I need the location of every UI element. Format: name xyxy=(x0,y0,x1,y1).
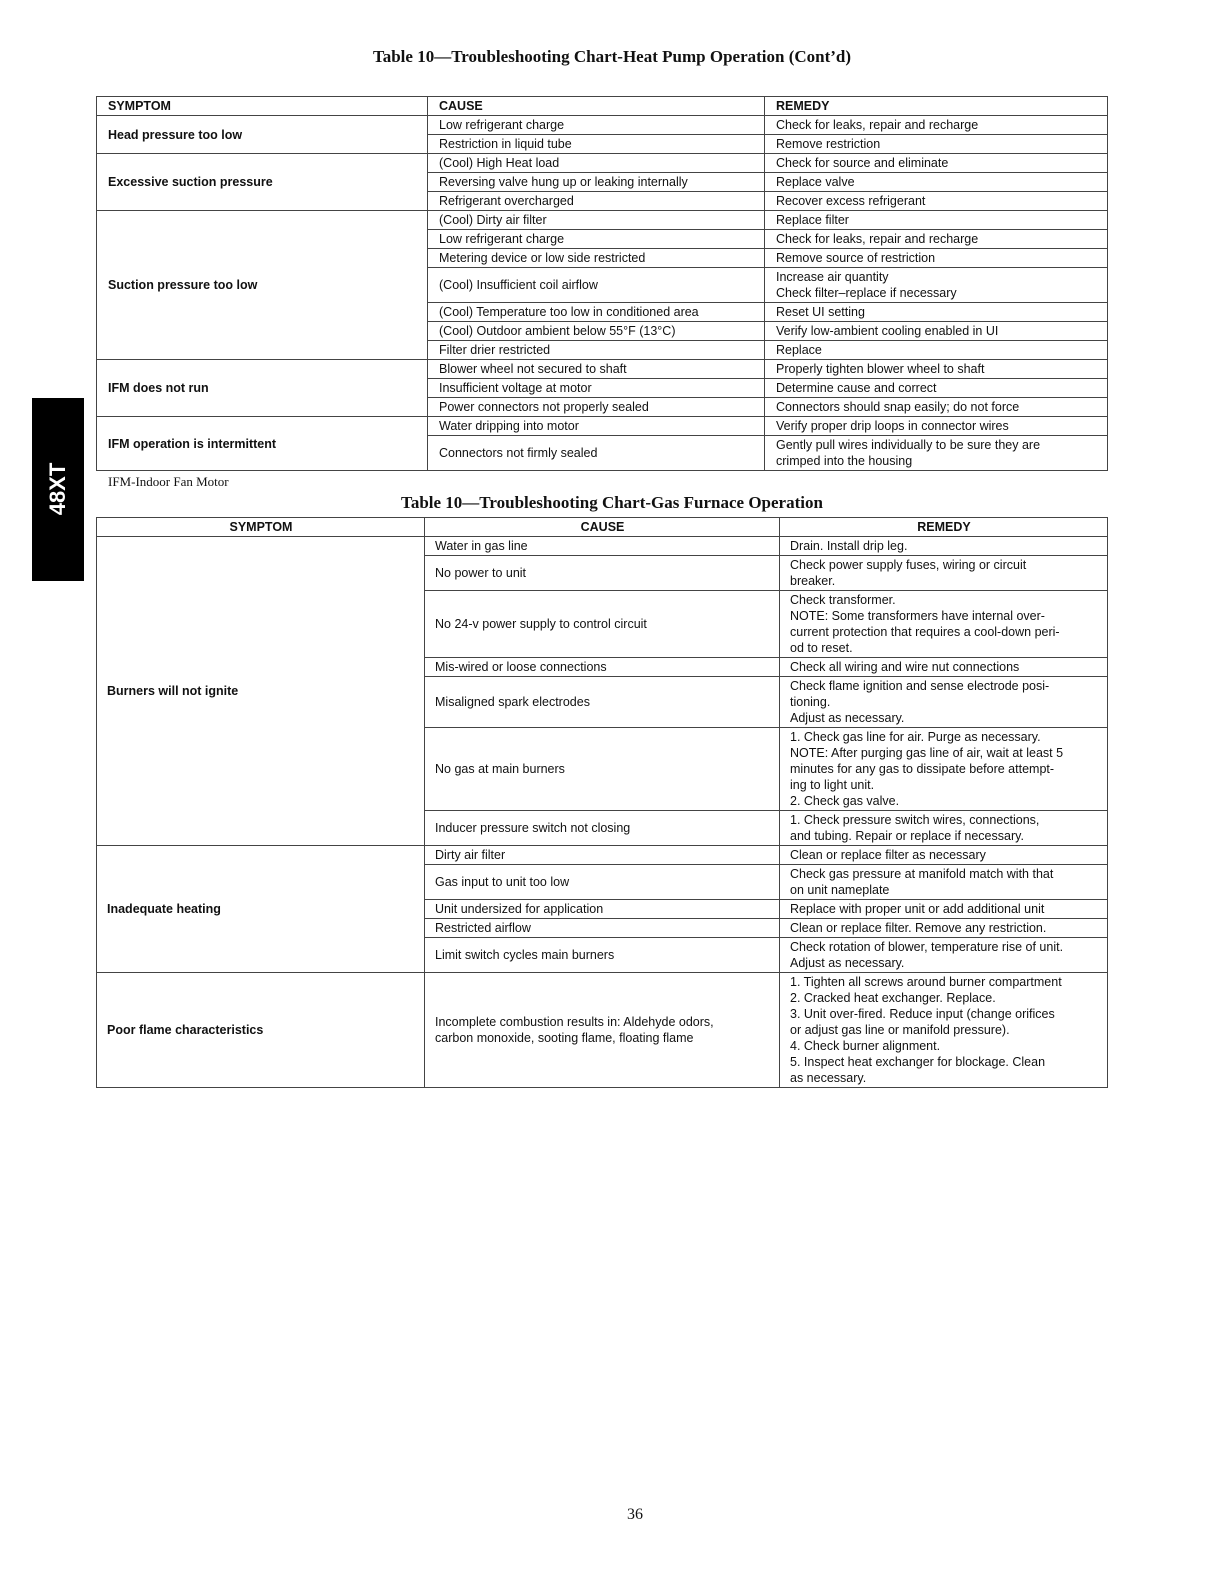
gas-furnace-troubleshooting-table xyxy=(96,517,1108,1088)
table2-title: Table 10—Troubleshooting Chart-Gas Furnace Operation xyxy=(401,493,823,512)
symptom-cell: Excessive suction pressure xyxy=(97,154,428,211)
cause-cell: Water in gas line xyxy=(425,537,780,556)
cause-cell: Gas input to unit too low xyxy=(425,865,780,900)
cause-cell: Incomplete combustion results in: Aldehyde odors, carbon monoxide, sooting flame, floating flame xyxy=(425,973,780,1088)
page-number: 36 xyxy=(627,1506,643,1523)
remedy-cell: Check rotation of blower, temperature rise of unit. Adjust as necessary. xyxy=(780,938,1108,973)
symptom-cell: Burners will not ignite xyxy=(97,537,425,846)
remedy-cell: Check gas pressure at manifold match with that on unit nameplate xyxy=(780,865,1108,900)
remedy-cell: Check for leaks, repair and recharge xyxy=(765,230,1108,249)
header-remedy: REMEDY xyxy=(780,518,1108,537)
remedy-cell: Verify proper drip loops in connector wires xyxy=(765,417,1108,436)
remedy-cell: Check for source and eliminate xyxy=(765,154,1108,173)
cause-cell: Reversing valve hung up or leaking internally xyxy=(428,173,765,192)
heat-pump-troubleshooting-table xyxy=(96,96,1108,471)
cause-cell: (Cool) High Heat load xyxy=(428,154,765,173)
cause-cell: Restriction in liquid tube xyxy=(428,135,765,154)
remedy-cell: Determine cause and correct xyxy=(765,379,1108,398)
remedy-cell: 1. Check gas line for air. Purge as necessary. NOTE: After purging gas line of air, wait at least 5 minutes for any gas to dissipate before attempt- ing to light unit. 2. Check gas valve. xyxy=(780,728,1108,811)
header-symptom: SYMPTOM xyxy=(97,97,428,116)
cause-cell: No 24-v power supply to control circuit xyxy=(425,591,780,658)
cause-cell: No gas at main burners xyxy=(425,728,780,811)
cause-cell: Low refrigerant charge xyxy=(428,116,765,135)
remedy-cell: Replace filter xyxy=(765,211,1108,230)
table1-title: Table 10—Troubleshooting Chart-Heat Pump Operation (Cont’d) xyxy=(372,47,852,66)
remedy-cell: Properly tighten blower wheel to shaft xyxy=(765,360,1108,379)
table-row xyxy=(97,846,1108,865)
remedy-cell: 1. Check pressure switch wires, connections, and tubing. Repair or replace if necessary. xyxy=(780,811,1108,846)
remedy-cell: Check all wiring and wire nut connections xyxy=(780,658,1108,677)
table-header-row xyxy=(97,518,1108,537)
cause-cell: Insufficient voltage at motor xyxy=(428,379,765,398)
cause-cell: Unit undersized for application xyxy=(425,900,780,919)
cause-cell: Metering device or low side restricted xyxy=(428,249,765,268)
remedy-cell: Recover excess refrigerant xyxy=(765,192,1108,211)
table-row xyxy=(97,360,1108,379)
remedy-cell: Clean or replace filter as necessary xyxy=(780,846,1108,865)
remedy-cell: Remove restriction xyxy=(765,135,1108,154)
cause-cell: Power connectors not properly sealed xyxy=(428,398,765,417)
cause-cell: Water dripping into motor xyxy=(428,417,765,436)
remedy-cell: Drain. Install drip leg. xyxy=(780,537,1108,556)
table-row xyxy=(97,211,1108,230)
remedy-cell: Remove source of restriction xyxy=(765,249,1108,268)
cause-cell: Misaligned spark electrodes xyxy=(425,677,780,728)
table-row xyxy=(97,537,1108,556)
header-cause: CAUSE xyxy=(425,518,780,537)
cause-cell: Restricted airflow xyxy=(425,919,780,938)
remedy-cell: Check power supply fuses, wiring or circuit breaker. xyxy=(780,556,1108,591)
table1-body xyxy=(97,116,1108,471)
cause-cell: (Cool) Dirty air filter xyxy=(428,211,765,230)
remedy-cell: Reset UI setting xyxy=(765,303,1108,322)
symptom-cell: Suction pressure too low xyxy=(97,211,428,360)
remedy-cell: Connectors should snap easily; do not force xyxy=(765,398,1108,417)
remedy-cell: Check flame ignition and sense electrode posi- tioning. Adjust as necessary. xyxy=(780,677,1108,728)
table-row xyxy=(97,973,1108,1088)
table-row xyxy=(97,417,1108,436)
header-remedy: REMEDY xyxy=(765,97,1108,116)
header-cause: CAUSE xyxy=(428,97,765,116)
remedy-cell: 1. Tighten all screws around burner compartment 2. Cracked heat exchanger. Replace. 3. Unit over-fired. Reduce input (change orifices or adjust gas line or manifold pressure). 4. Check burner alignment. 5. Inspect heat exchanger for blockage. Clean as necessary. xyxy=(780,973,1108,1088)
symptom-cell: Head pressure too low xyxy=(97,116,428,154)
remedy-cell: Clean or replace filter. Remove any restriction. xyxy=(780,919,1108,938)
remedy-cell: Check transformer. NOTE: Some transformers have internal over- current protection that requires a cool-down peri- od to reset. xyxy=(780,591,1108,658)
remedy-cell: Replace with proper unit or add additional unit xyxy=(780,900,1108,919)
table2-body xyxy=(97,537,1108,1088)
cause-cell: Low refrigerant charge xyxy=(428,230,765,249)
remedy-cell: Check for leaks, repair and recharge xyxy=(765,116,1108,135)
cause-cell: Limit switch cycles main burners xyxy=(425,938,780,973)
cause-cell: Inducer pressure switch not closing xyxy=(425,811,780,846)
remedy-cell: Gently pull wires individually to be sure they are crimped into the housing xyxy=(765,436,1108,471)
cause-cell: (Cool) Temperature too low in conditioned area xyxy=(428,303,765,322)
table-row xyxy=(97,154,1108,173)
cause-cell: No power to unit xyxy=(425,556,780,591)
symptom-cell: Inadequate heating xyxy=(97,846,425,973)
symptom-cell: IFM operation is intermittent xyxy=(97,417,428,471)
remedy-cell: Replace xyxy=(765,341,1108,360)
footnote: IFM-Indoor Fan Motor xyxy=(108,474,229,489)
cause-cell: Refrigerant overcharged xyxy=(428,192,765,211)
side-tab xyxy=(32,398,84,581)
table-row xyxy=(97,116,1108,135)
cause-cell: Mis-wired or loose connections xyxy=(425,658,780,677)
cause-cell: Dirty air filter xyxy=(425,846,780,865)
cause-cell: Filter drier restricted xyxy=(428,341,765,360)
symptom-cell: Poor flame characteristics xyxy=(97,973,425,1088)
remedy-cell: Replace valve xyxy=(765,173,1108,192)
remedy-cell: Increase air quantity Check filter–replace if necessary xyxy=(765,268,1108,303)
cause-cell: (Cool) Insufficient coil airflow xyxy=(428,268,765,303)
cause-cell: Connectors not firmly sealed xyxy=(428,436,765,471)
side-tab-label: 48XT xyxy=(45,462,70,516)
table-header-row xyxy=(97,97,1108,116)
header-symptom: SYMPTOM xyxy=(97,518,425,537)
remedy-cell: Verify low-ambient cooling enabled in UI xyxy=(765,322,1108,341)
cause-cell: Blower wheel not secured to shaft xyxy=(428,360,765,379)
symptom-cell: IFM does not run xyxy=(97,360,428,417)
cause-cell: (Cool) Outdoor ambient below 55°F (13°C) xyxy=(428,322,765,341)
